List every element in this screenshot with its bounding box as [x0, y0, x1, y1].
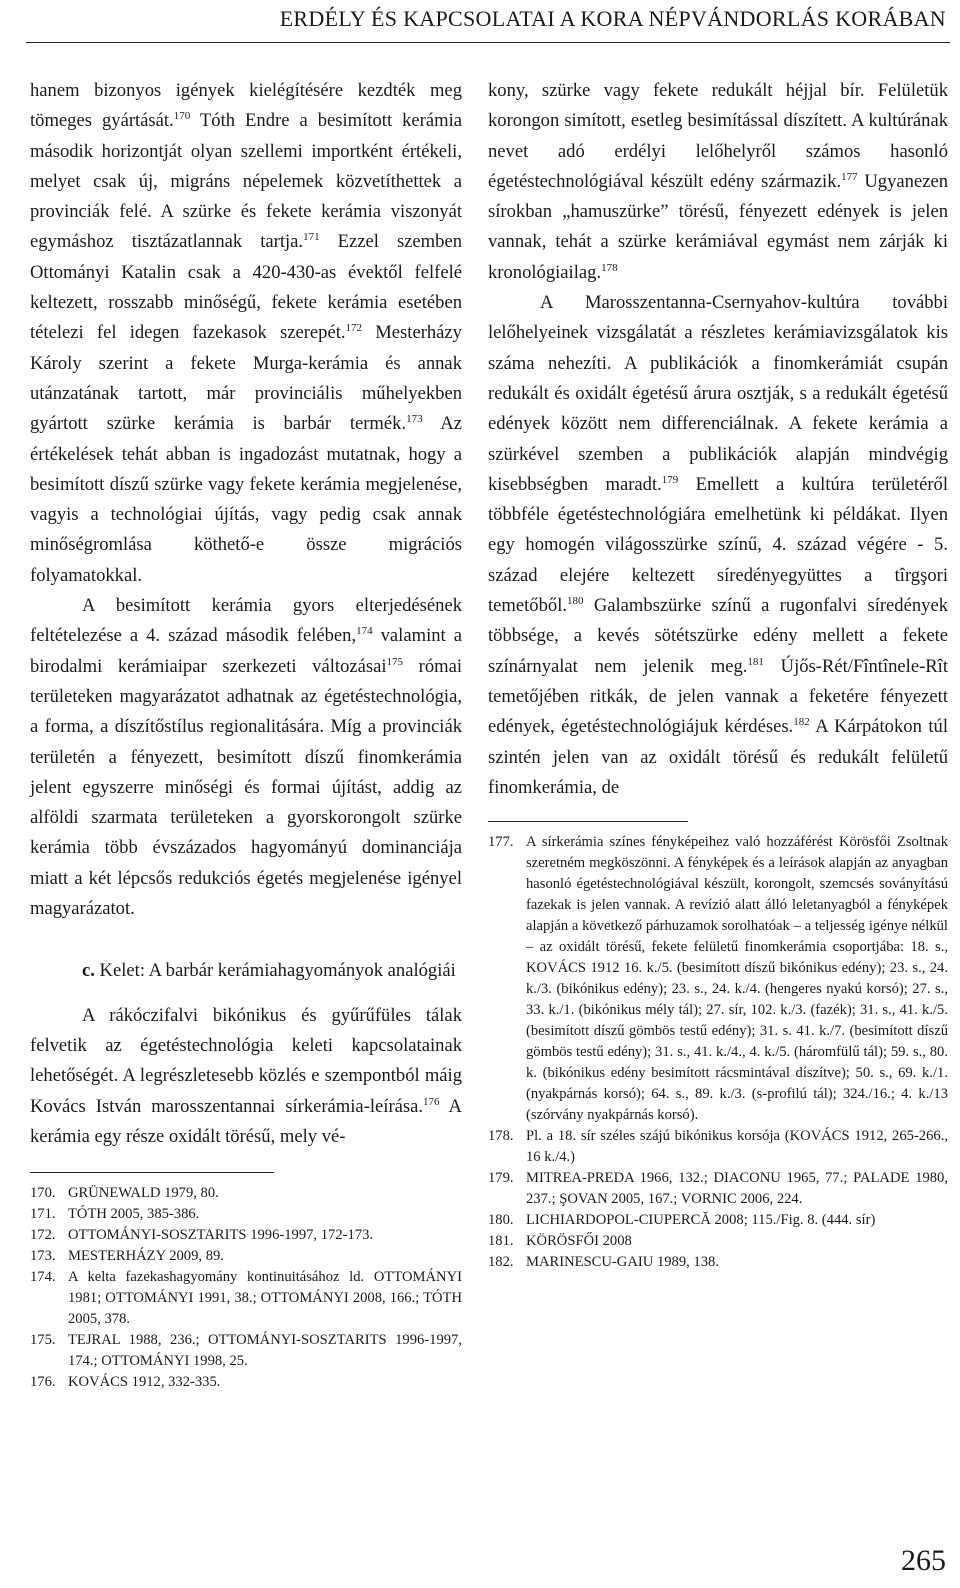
footnote-text: KOVÁCS 1912, 332-335. — [68, 1374, 221, 1391]
footnote-item — [30, 1204, 462, 1225]
footnote-item — [30, 1183, 462, 1204]
footnote-text: A sírkerámia színes fényképeihez való hozzáférést Körösfői Zsoltnak szeretném megköszönni. A fényképek és a leírások alapján az anyagban hasonló égetéstechnológiával készült, korongolt, szemcsés soványítású fazekak is jelen vannak. A revízió alatt álló leletanyagból a fényképek alapján a következő párhuzamok sorolhatóak – a teljesség igénye nélkül – az oxidált törésű, fekete felületű finomkerámia csoportjába: 18. s., KOVÁCS 1912 16. k./5. (besimított díszű bikónikus edény); 23. s., 24. k./3. (bikónikus edény); 23. s., 24. k./4. (hengeres nyakú korsó); 27. s., 33. k./1. (bikónikus mély tál); 27. sír, 102. k./3. (fazék); 31. s., 41. k./5. (besimított díszű gömbös testű edény); 31. s. 41. k./7. (besimított díszű gömbös testű edény); 31. s., 41. k./4., 4. k./5. (háromfülű tál); 59. s., 80. k. (bikónikus edény besimított rácsmintával díszítve); 50. s., 69. k./1. (nyakpárnás korsó); 64. s., 89. k./3. (s-profilú tál); 324./16.; 4. k./13 (szórvány nyakpárnás korsó). — [526, 834, 948, 1124]
footnote-text: LICHIARDOPOL-CIUPERCĂ 2008; 115./Fig. 8. (444. sír) — [526, 1212, 876, 1229]
footnote-item — [488, 832, 948, 1126]
footnote-item — [488, 1252, 948, 1273]
section-letter: c. — [82, 960, 95, 982]
footnote-item — [30, 1267, 462, 1330]
footnote-ref[interactable]: 178 — [601, 261, 618, 274]
footnote-ref[interactable]: 171 — [303, 231, 320, 244]
section-heading — [30, 956, 462, 986]
footnote-ref[interactable]: 182 — [793, 716, 810, 729]
right-column — [488, 76, 948, 1273]
footnote-rule — [488, 821, 688, 822]
footnote-number: 176. — [30, 1374, 56, 1391]
footnote-number: 177. — [488, 834, 514, 851]
footnote-number: 170. — [30, 1185, 56, 1202]
page-number: 265 — [901, 1544, 946, 1577]
footnote-item — [30, 1372, 462, 1393]
footnote-ref[interactable]: 181 — [747, 655, 764, 668]
footnote-rule — [30, 1172, 274, 1173]
footnote-number: 181. — [488, 1233, 514, 1250]
left-paragraph-1: hanem bizonyos igények kielégítésére kezdték meg tömeges gyártását.$^{170}$ Tóth Endre a besimított kerámia második horizontját olyan szellemi importként értékeli, melyet csak új, migráns népelemek közvetíthettek a provinciák felé. A szürke és fekete kerámia viszonyát egymáshoz tisztázatlannak tartja.$^{171}$ Ezzel szemben Ottományi Katalin csak a 420-430-as évektől felfelé keltezett, rosszabb minőségű, fekete kerámia esetében tételezi fel idegen fazekasok szerepét.$^{172}$ Mesterházy Károly szerint a fekete Murga-kerámia és annak utánzatának tartott, már provinciális műhelyekben gyártott szürke kerámia is barbár termék.$^{173}$ Az értékelések tehát abban is ingadozást mutatnak, hogy a besimított díszű szürke vagy fekete kerámia megjelenése, vagyis a technológiai újítás, vagy pedig csak annak minőségromlása köthető-e össze migrációs folyamatokkal. — [30, 80, 462, 586]
footnote-number: 180. — [488, 1212, 514, 1229]
footnote-item — [30, 1330, 462, 1372]
footnote-ref[interactable]: 180 — [567, 594, 584, 607]
footnote-number: 178. — [488, 1128, 514, 1145]
footnote-text: MARINESCU-GAIU 1989, 138. — [526, 1254, 719, 1271]
footnote-text: GRÜNEWALD 1979, 80. — [68, 1185, 219, 1202]
footnote-text: A kelta fazekashagyomány kontinuitásához ld. OTTOMÁNYI 1981; OTTOMÁNYI 1991, 38.; OTTOMÁNYI 2008, 166.; TÓTH 2005, 378. — [68, 1269, 462, 1328]
footnote-text: TÓTH 2005, 385-386. — [68, 1206, 200, 1223]
footnote-ref[interactable]: 170 — [173, 110, 191, 123]
footnote-number: 179. — [488, 1170, 514, 1187]
footnote-number: 174. — [30, 1269, 56, 1286]
footnote-ref[interactable]: 177 — [841, 170, 858, 183]
footnote-item — [488, 1126, 948, 1168]
left-paragraph-3: A rákóczifalvi bikónikus és gyűrűfüles tálak felvetik az égetéstechnológia keleti kapcsolatainak lehetőségét. A legrészletesebb közlés e szempontból máig Kovács István marosszentannai sírkerámia-leírása.$^{176}$ A kerámia egy része oxidált törésű, mely vé- — [30, 1004, 462, 1147]
footnote-ref[interactable]: 173 — [406, 413, 423, 426]
left-paragraph-2: A besimított kerámia gyors elterjedésének feltételezése a 4. század második felében,$^{174}$ valamint a birodalmi kerámiaipar szerkezeti változásai$^{175}$ római területeken magyarázatot adhatnak az égetéstechnológia, a forma, a díszítőstílus regionalitására. Míg a provinciák területén a fényezett, besimított díszű finomkerámia jelent egyszerre minőségi és formai újítást, addig az alföldi szarmata területeken a gyorskorongolt szürke kerámia több évszázados hagyományú dominanciája miatt a két lépcsős redukciós égetés megjelenése igényel magyarázatot. — [30, 595, 462, 920]
footnote-ref[interactable]: 172 — [345, 322, 363, 335]
footnote-item — [488, 1168, 948, 1210]
header-rule — [26, 42, 950, 43]
left-footnotes — [30, 1183, 462, 1393]
footnote-text: MITREA-PREDA 1966, 132.; DIACONU 1965, 77.; PALADE 1980, 237.; ŞOVAN 2005, 167.; VORNIC 2006, 224. — [526, 1170, 948, 1208]
footnote-ref[interactable]: 176 — [423, 1095, 440, 1108]
footnote-text: OTTOMÁNYI-SOSZTARITS 1996-1997, 172-173. — [68, 1227, 374, 1244]
footnote-text: TEJRAL 1988, 236.; OTTOMÁNYI-SOSZTARITS 1996-1997, 174.; OTTOMÁNYI 1998, 25. — [68, 1332, 462, 1370]
footnote-number: 175. — [30, 1332, 56, 1349]
running-header: ERDÉLY ÉS KAPCSOLATAI A KORA NÉPVÁNDORLÁS KORÁBAN — [279, 6, 946, 31]
footnote-item — [30, 1225, 462, 1246]
right-paragraph-2: A Marosszentanna-Csernyahov-kultúra további lelőhelyeinek vizsgálatát a részletes kerámiavizsgálatok kis száma nehezíti. A publikációk a finomkerámiát csupán redukált és oxidált égetésű árura osztják, s a redukált égetésű edények között nem differenciálnak. A fekete kerámia a szürkével szemben a publikációk alapján mindvégig kisebbségben maradt.$^{179}$ Emellett a kultúra területéről többféle égetéstechnológiára emelhetünk ki példákat. Ilyen egy homogén világosszürke színű, 4. század végére - 5. század elejére keltezett síredényegyüttes a tîrgşori temetőből.$^{180}$ Galambszürke színű a rugonfalvi síredények többsége, a kevés sötétszürke edény mellett a fekete színárnyalat nem jelenik meg.$^{181}$ Újős-Rét/Fîntînele-Rît temetőjében ritkák, de jelen vannak a feketére fényezett edények, égetéstechnológiájuk kérdéses.$^{182}$ A Kárpátokon túl szintén jelen van az oxidált törésű és redukált felületű finomkerámia, de — [488, 292, 949, 798]
footnote-number: 172. — [30, 1227, 56, 1244]
footnote-ref[interactable]: 179 — [661, 473, 679, 486]
footnote-number: 182. — [488, 1254, 514, 1271]
footnote-ref[interactable]: 174 — [356, 625, 373, 638]
footnote-item — [488, 1231, 948, 1252]
section-title: Kelet: A barbár kerámiahagyományok analógiái — [94, 960, 456, 982]
footnote-item — [30, 1246, 462, 1267]
left-column — [30, 76, 462, 1393]
footnote-text: KÖRÖSFŐI 2008 — [526, 1233, 632, 1250]
footnote-number: 173. — [30, 1248, 56, 1265]
right-paragraph-1: kony, szürke vagy fekete redukált héjjal bír. Felületük korongon simított, esetleg besimítással díszített. A kultúrának nevet adó erdélyi lelőhelyről számos hasonló égetéstechnológiával készült edény származik.$^{177}$ Ugyanezen sírokban „hamuszürke” törésű, fényezett edények is jelen vannak, tehát a szürke kerámiával egymást nem zárják ki kronológiailag.$^{178}$ — [488, 80, 949, 283]
right-footnotes — [488, 832, 948, 1273]
footnote-ref[interactable]: 175 — [386, 655, 404, 668]
footnote-text: Pl. a 18. sír széles szájú bikónikus korsója (KOVÁCS 1912, 265-266., 16 k./4.) — [526, 1128, 948, 1166]
footnote-text: MESTERHÁZY 2009, 89. — [68, 1248, 224, 1265]
footnote-number: 171. — [30, 1206, 56, 1223]
footnote-item — [488, 1210, 948, 1231]
